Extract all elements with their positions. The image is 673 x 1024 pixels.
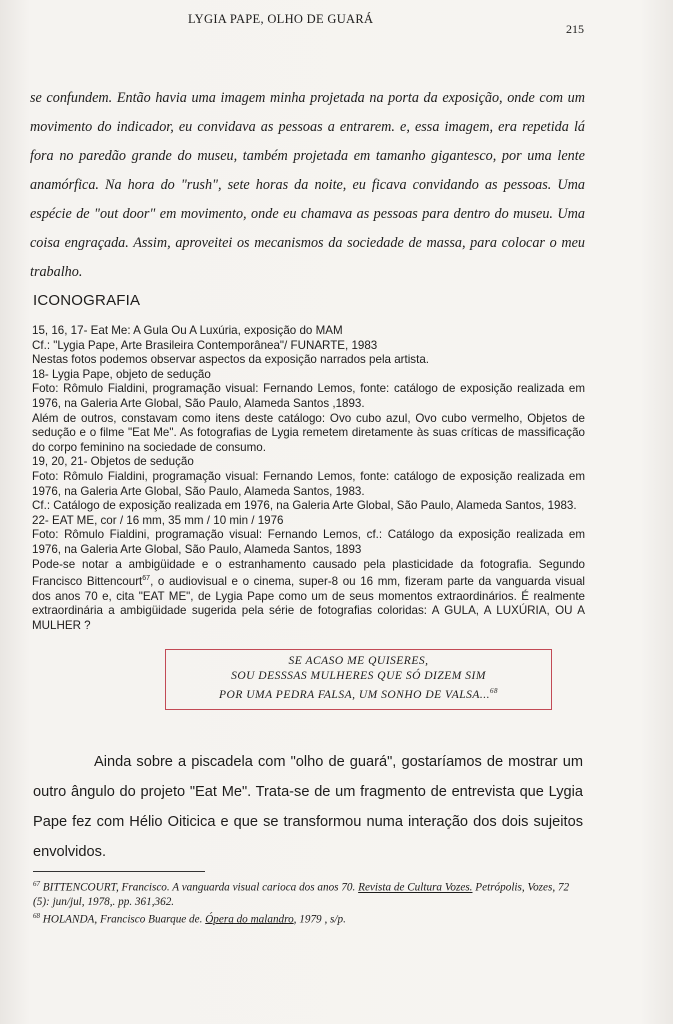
footnotes bbox=[33, 877, 583, 926]
footnote-number: 68 bbox=[33, 911, 40, 920]
iconografia-line: 18- Lygia Pape, objeto de sedução bbox=[32, 367, 211, 381]
interview-quote: se confundem. Então havia uma imagem minha projetada na porta da exposição, onde com um movimento do indicador, eu convidava as pessoas a entrarem. e, essa imagem, era repetida lá fora no paredão grande do museu, também projetada em tamanho gigantesco, por uma lente anamórfica. Na hora do "rush", sete horas da noite, eu ficava convidando as pessoas. Uma espécie de "out door" em movimento, onde eu chamava as pessoas para dentro do museu. Uma coisa engraçada. Assim, aproveitei os mecanismos da sociedade de massa, para colocar o meu trabalho. bbox=[30, 90, 585, 280]
iconografia-closing bbox=[32, 558, 585, 634]
iconografia-list bbox=[32, 324, 585, 633]
iconografia-line: Cf.: Catálogo de exposição realizada em 1976, na Galeria Arte Global, São Paulo, Alameda Santos, 1983. bbox=[32, 499, 577, 513]
footnote-number: 67 bbox=[33, 880, 40, 888]
footnote-text: HOLANDA, Francisco Buarque de. bbox=[40, 913, 206, 926]
running-header: LYGIA PAPE, OLHO DE GUARÁ bbox=[188, 12, 374, 26]
footnote-divider bbox=[33, 871, 205, 872]
footnote-text: BITTENCOURT, Francisco. A vanguarda visual carioca dos anos 70. bbox=[40, 881, 359, 894]
lyric-line-last bbox=[166, 684, 551, 703]
lyric-text bbox=[166, 654, 551, 703]
iconografia-line: Foto: Rômulo Fialdini, programação visual: Fernando Lemos, cf.: Catálogo da exposição realizada em 1976, na Galeria Arte Global, São Paulo, Alameda Santos, 1893 bbox=[32, 528, 585, 556]
lyric-line: POR UMA PEDRA FALSA, UM SONHO DE VALSA... bbox=[218, 688, 491, 701]
footnote-text: Petrópolis, Vozes, 72 (5): jun/jul, 1978,. pp. 361,362. bbox=[33, 881, 570, 908]
iconografia-line: 15, 16, 17- Eat Me: A Gula Ou A Luxúria, exposição do MAM bbox=[32, 324, 343, 337]
iconografia-line: Foto: Rômulo Fialdini, programação visual: Fernando Lemos, fonte: catálogo de exposição realizada em 1976, na Galeria Arte Global, São Paulo, Alameda Santos ,1893. bbox=[32, 382, 585, 410]
iconografia-line: 19, 20, 21- Objetos de sedução bbox=[32, 455, 194, 469]
closing-text-after: , o audiovisual e o cinema, super-8 ou 16 mm, fizeram parte da vanguarda visual dos anos 70 e, cita "EAT ME", de Lygia Pape como um de seus momentos extraordinários. É realmente extraordinária a ambigüidade sugerida pela série de fotografias coloridas: A GULA, A LUXÚRIA, OU A MULHER ? bbox=[32, 574, 585, 632]
closing-text-before: Pode-se notar a ambigüidade e o estranhamento causado pela plasticidade da fotografia. Segundo Francisco Bittencourt bbox=[32, 557, 585, 588]
iconografia-line: Cf.: "Lygia Pape, Arte Brasileira Contemporânea"/ FUNARTE, 1983 bbox=[32, 338, 378, 352]
iconografia-line: Além de outros, constavam como itens deste catálogo: Ovo cubo azul, Ovo cubo vermelho, Objetos de sedução e o filme "Eat Me". As fotografias de Lygia remetem diretamente às suas críticas de massificação do corpo feminino na sociedade de consumo. bbox=[32, 411, 585, 454]
section-title: ICONOGRAFIA bbox=[33, 292, 141, 309]
iconografia-line: 22- EAT ME, cor / 16 mm, 35 mm / 10 min / 1976 bbox=[32, 513, 284, 527]
footnote-title: Ópera do malandro bbox=[205, 913, 294, 926]
iconografia-line: Nestas fotos podemos observar aspectos da exposição narrados pela artista. bbox=[32, 353, 429, 367]
footnote-title: Revista de Cultura Vozes. bbox=[358, 881, 473, 894]
lyric-box bbox=[165, 649, 552, 710]
footnote-text: , 1979 , s/p. bbox=[293, 913, 346, 926]
lyric-line: SOU DESSSAS MULHERES QUE SÓ DIZEM SIM bbox=[231, 670, 486, 682]
footnote-ref-67: 67 bbox=[142, 575, 151, 583]
iconografia-line: Foto: Rômulo Fialdini, programação visual: Fernando Lemos, fonte: catálogo de exposição realizada em 1976, na Galeria Arte Global, São Paulo, Alameda Santos, 1983. bbox=[32, 469, 585, 498]
body-paragraph: Ainda sobre a piscadela com "olho de guará", gostaríamos de mostrar um outro ângulo do projeto "Eat Me". Trata-se de um fragmento de entrevista que Lygia Pape fez com Hélio Oiticica e que se transformou numa interação dos dois sujeitos envolvidos. bbox=[33, 754, 583, 860]
footnote-67 bbox=[33, 877, 583, 909]
lyric-line: SE ACASO ME QUISERES, bbox=[288, 655, 429, 667]
footnote-ref-68: 68 bbox=[490, 687, 499, 695]
footnote-68 bbox=[33, 909, 583, 927]
page-number: 215 bbox=[566, 22, 584, 36]
